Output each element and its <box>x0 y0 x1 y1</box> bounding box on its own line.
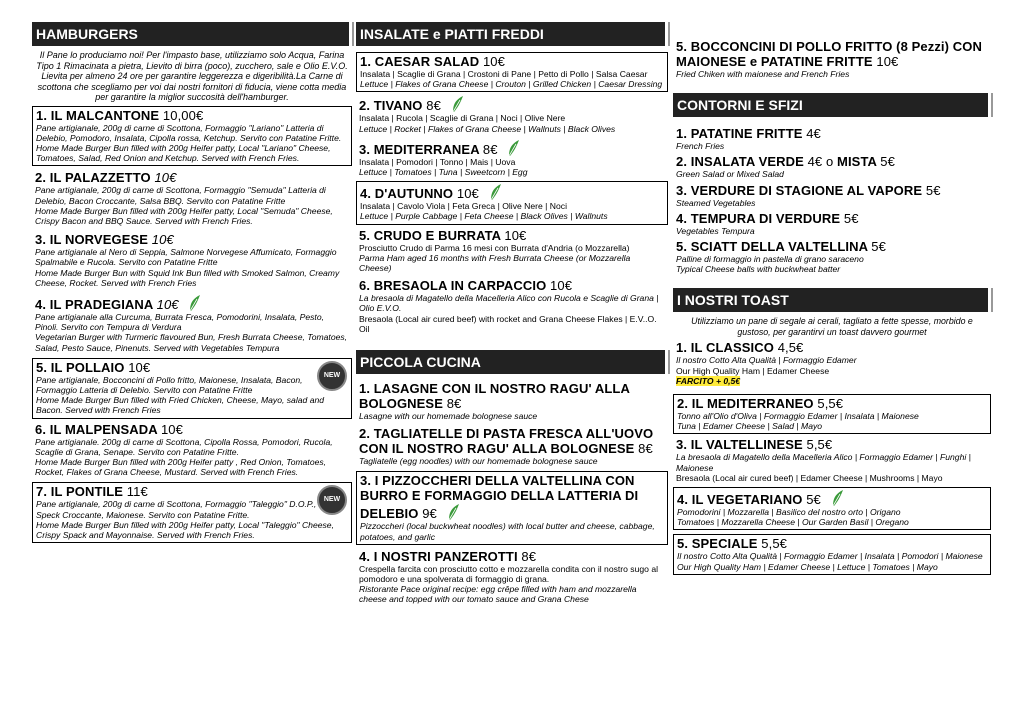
item-title: 4. D'AUTUNNO <box>360 186 454 202</box>
item-desc-it: Pane artigianale, 200g di carne di Scottona, Formaggio "Semuda" Latteria di Delebio, Bacon Croccante, Salsa BBQ. Servito con Patatine Fritte <box>35 185 326 206</box>
menu-item <box>356 471 668 544</box>
item-price: 10,00€ <box>162 107 204 123</box>
item-desc-en: Fried Chiken with maionese and French Fries <box>676 69 850 79</box>
item-title: 2. INSALATA VERDE <box>676 154 804 170</box>
menu-item <box>673 210 991 238</box>
hamburgers-column <box>32 22 352 543</box>
item-desc-it: Pane artigianale. 200g di carne di Scottona, Cipolla Rossa, Pomodori, Rucola, Scaglie di Grana, Senape. Servito con Patatine Fritte. <box>35 436 333 457</box>
item-desc-en: Green Salad or Mixed Salad <box>676 169 784 180</box>
sides-toast-column <box>673 22 991 575</box>
menu-item <box>673 487 991 530</box>
item-price: 10€ <box>154 170 177 186</box>
item-desc-it: Pane artigianale, 200g di carne di Scottona, Formaggio "Taleggio" D.O.P., Speck Croccante, Maionese. Servito con Patatine Fritte. <box>36 499 317 520</box>
item-price: 10€ <box>504 227 527 243</box>
item-desc-it: Insalata | Rucola | Scaglie di Grana | Noci | Olive Nere <box>359 113 566 124</box>
item-title: 4. TEMPURA DI VERDURE <box>676 210 841 226</box>
menu-item <box>356 277 668 336</box>
item-desc-en: Ristorante Pace original recipe: egg crêpe filled with ham and mozzarella cheese and topped with our tomato sauce and Grana Chese <box>359 584 637 605</box>
item-desc-it: Palline di formaggio in pastella di grano saraceno <box>676 254 864 265</box>
item-title: 5. IL POLLAIO <box>36 359 125 375</box>
item-desc-it: Il nostro Cotto Alta Qualità | Formaggio Edamer <box>676 355 857 366</box>
item-title: 3. I PIZZOCCHERI DELLA VALTELLINA CON BURRO E FORMAGGIO DELLA LATTERIA DI DELEBIO <box>360 473 639 522</box>
item-desc-it: Il nostro Cotto Alta Qualità | Formaggio Edamer | Insalata | Pomodori | Maionese <box>677 551 983 562</box>
item-desc-en: Our High Quality Ham | Edamer Cheese | Lettuce | Tomatoes | Mayo <box>677 561 938 572</box>
menu-item <box>673 238 991 276</box>
menu-item <box>356 425 668 468</box>
item-price: 10€ <box>151 232 174 248</box>
item-desc-it: Pomodorini | Mozzarella | Basilico del nostro orto | Origano <box>677 507 901 518</box>
menu-item <box>673 339 991 388</box>
menu-item <box>356 52 668 92</box>
item-title: 1. IL MALCANTONE <box>36 107 160 123</box>
item-desc-en: Tagliatelle (egg noodles) with our homemade bolognese sauce <box>359 456 598 467</box>
item-desc-en: Pizzoccheri (local buckwheat noodles) with local butter and cheese, cabbage, potatoes, and garlic <box>360 521 655 542</box>
menu-item <box>673 436 991 485</box>
item-desc-en: Home Made Burger Bun filled with 200g Heifer patty, Local "Lariano" Cheese, Tomatoes, Salad, Red Onion and Ketchup. Served with French Fries. <box>36 142 331 164</box>
item-price: 10€ <box>482 54 505 69</box>
item-price: 5,5€ <box>817 396 844 412</box>
item-desc-it: La bresaola di Magatello della Macelleria Alico | Formaggio Edamer | Funghi | Maionese <box>676 452 971 473</box>
menu-item <box>673 534 991 574</box>
item-title: 3. IL NORVEGESE <box>35 232 149 248</box>
menu-item <box>673 125 991 153</box>
item-desc-en: Lettuce | Tomatoes | Tuna | Sweetcorn | Egg <box>359 167 528 178</box>
item-desc-en: Home Made Burger Bun filled with 200g Heifer patty, Local "Semuda" Cheese, Crispy Bacon and BBQ Sauce. Served with French Fries. <box>35 205 333 226</box>
item-desc-it: Crespella farcita con prosciutto cotto e mozzarella condita con il nostro sugo al pomodoro e una spolverata di formaggio di grana. <box>359 563 659 585</box>
item-price: 5€ <box>880 154 895 170</box>
item-desc-it: Insalata | Pomodori | Tonno | Mais | Uova <box>359 156 516 167</box>
item-title: 1. IL CLASSICO <box>676 340 774 356</box>
item-title: 2. TIVANO <box>359 98 423 114</box>
menu-item <box>356 380 668 423</box>
item-title: 7. IL PONTILE <box>36 484 124 500</box>
item-price: 8€ <box>638 441 653 457</box>
extra-filling-badge: FARCITO + 0,5€ <box>676 375 741 386</box>
item-desc-en: Lettuce | Flakes of Grana Cheese | Crouton | Grilled Chicken | Caesar Dressing <box>360 79 663 90</box>
item-title: 2. IL MEDITERRANEO <box>677 396 814 412</box>
item-title: 5. CRUDO E BURRATA <box>359 227 501 243</box>
item-desc-en: Home Made Burger Bun filled with 200g Heifer patty, Local "Taleggio" Cheese, Crispy Spack and Mayonnaise. Served with French Fries. <box>36 519 334 540</box>
item-price: 10€ <box>456 186 479 202</box>
item-desc-it: Prosciutto Crudo di Parma 16 mesi con Burrata d'Andria (o Mozzarella) <box>359 242 630 253</box>
item-desc-it: Pane artigianale, Bocconcini di Pollo fritto, Maionese, Insalata, Bacon, Formaggio Latteria di Delebio. Servito con Patatine Fritte <box>36 374 303 395</box>
menu-item <box>673 153 991 181</box>
item-title-separator: o <box>822 154 838 170</box>
item-price: 8€ <box>426 98 441 114</box>
item-desc-en: Parma Ham aged 16 months with Fresh Burrata Cheese (or Mozzarella Cheese) <box>359 252 631 274</box>
leaf-icon <box>507 139 521 157</box>
item-price: 5,5€ <box>761 536 787 552</box>
item-desc-en: French Fries <box>676 141 725 152</box>
item-price: 5€ <box>843 210 859 226</box>
item-title: 6. IL MALPENSADA <box>35 421 158 437</box>
menu-item <box>673 38 991 81</box>
leaf-icon <box>188 294 202 312</box>
item-desc-it: Pane artigianale, 200g di carne di Scottona, Formaggio "Lariano" Latteria di Delebio, Pomodoro, Insalata, Cipolla rossa, Ketchup. Servito con Patatine Fritte. <box>36 122 342 143</box>
item-title: 3. MEDITERRANEA <box>359 141 480 157</box>
item-title: 4. IL PRADEGIANA <box>35 296 153 312</box>
item-desc-en: Tomatoes | Mozzarella Cheese | Our Garden Basil | Oregano <box>677 517 909 528</box>
item-desc-en: Home Made Burger Bun filled with 200g Heifer patty , Red Onion, Tomatoes, Rocket, Flakes of Grana Cheese, Mustard. Served with French Fries. <box>35 456 327 478</box>
item-desc-it: Tonno all'Olio d'Oliva | Formaggio Edamer | Insalata | Maionese <box>677 411 919 422</box>
item-price: 4€ <box>806 126 821 142</box>
item-desc-it: Pane artigianale alla Curcuma, Burrata Fresca, Pomodorini, Insalata, Pesto, Pinoli. Servito con Tempura di Verdura <box>35 311 324 333</box>
section-header-salads: INSALATE e PIATTI FREDDI <box>356 22 668 46</box>
item-desc-it: Pane artigianale al Nero di Seppia, Salmone Norvegese Affumicato, Formaggio Spalmabile e Rucola. Servito con Patatine Fritte <box>35 247 337 268</box>
item-desc-en: Vegetables Tempura <box>676 225 755 236</box>
item-title: 4. IL VEGETARIANO <box>677 492 803 508</box>
item-desc-en: Bresaola (Local air cured beef) with rocket and Grana Cheese Flakes | E.V..O. Oil <box>359 313 657 334</box>
item-price: 4,5€ <box>777 340 804 356</box>
menu-item <box>356 138 668 179</box>
item-title: 2. TAGLIATELLE DI PASTA FRESCA ALL'UOVO CON IL NOSTRO RAGU' ALLA BOLOGNESE <box>359 426 654 457</box>
menu-item <box>673 182 991 210</box>
leaf-icon <box>451 95 465 113</box>
item-desc-en: Vegetarian Burger with Turmeric flavoured Bun, Fresh Burrata Cheese, Tomatoes, Salad, Pesto Sauce, Pinenuts. Served with Vegetables Tempura <box>35 332 348 353</box>
new-badge-icon: NEW <box>317 485 347 515</box>
salads-kitchen-column <box>356 22 668 607</box>
item-price: 8€ <box>446 396 462 412</box>
item-price: 11€ <box>126 484 148 500</box>
item-price: 5€ <box>925 182 941 198</box>
item-desc-it: Insalata | Cavolo Viola | Feta Greca | Olive Nere | Noci <box>360 201 567 212</box>
item-price: 4€ <box>807 154 823 170</box>
menu-item <box>673 394 991 434</box>
item-price: 5,5€ <box>806 437 833 453</box>
item-title: 1. PATATINE FRITTE <box>676 126 803 142</box>
item-title: MISTA <box>837 154 877 170</box>
item-desc-en: Home Made Burger Bun with Squid Ink Bun filled with Smoked Salmon, Creamy Cheese, Rocket. Served with French Fries <box>35 267 340 288</box>
item-title: 3. VERDURE DI STAGIONE AL VAPORE <box>676 182 923 198</box>
menu-item <box>32 106 352 167</box>
item-price: 10€ <box>876 54 899 69</box>
menu-item <box>32 421 352 480</box>
item-price: 5€ <box>871 239 886 255</box>
section-header-toast: I NOSTRI TOAST <box>673 288 991 312</box>
item-desc-en: Tuna | Edamer Cheese | Salad | Mayo <box>677 421 823 432</box>
leaf-icon <box>831 489 845 507</box>
item-title: 5. SPECIALE <box>677 536 758 552</box>
item-price: 10€ <box>156 296 179 312</box>
menu-item <box>356 227 668 276</box>
menu-item <box>32 169 352 228</box>
item-title: 5. BOCCONCINI DI POLLO FRITTO (8 Pezzi) CON MAIONESE e PATATINE FRITTE <box>676 39 982 69</box>
new-badge-icon: NEW <box>317 361 347 391</box>
item-title: 6. BRESAOLA IN CARPACCIO <box>359 278 547 294</box>
menu-item <box>32 482 352 543</box>
menu-item <box>32 358 352 419</box>
item-title: 1. CAESAR SALAD <box>360 54 480 69</box>
item-desc-it: La bresaola di Magatello della Macelleria Alico con Rucola e Scaglie di Grana | Olio E.V.O. <box>359 293 659 314</box>
section-header-sides: CONTORNI E SFIZI <box>673 93 991 117</box>
item-title: 4. I NOSTRI PANZEROTTI <box>359 548 518 564</box>
item-price: 8€ <box>482 141 498 157</box>
item-desc-en: Bresaola (Local air cured beef) | Edamer Cheese | Mushrooms | Mayo <box>676 472 943 483</box>
section-header-hamburgers: HAMBURGERS <box>32 22 352 46</box>
item-title: 1. LASAGNE CON IL NOSTRO RAGU' ALLA BOLOGNESE <box>359 381 630 412</box>
item-price: 10€ <box>160 421 183 437</box>
item-price: 10€ <box>550 278 573 294</box>
item-price: 9€ <box>422 506 437 522</box>
item-desc-en: Our High Quality Ham | Edamer Cheese <box>676 365 830 376</box>
item-title: 3. IL VALTELLINESE <box>676 437 803 453</box>
item-desc-en: Lettuce | Rocket | Flakes of Grana Cheese | Wallnuts | Black Olives <box>359 123 616 134</box>
menu-item <box>32 293 352 355</box>
item-desc-en: Typical Cheese balls with buckwheat batter <box>676 264 841 275</box>
item-desc-en: Steamed Vegetables <box>676 197 756 208</box>
leaf-icon <box>447 503 461 521</box>
item-price: 5€ <box>806 492 821 508</box>
item-title: 5. SCIATT DELLA VALTELLINA <box>676 239 868 255</box>
menu-item <box>356 548 668 607</box>
menu-item <box>356 181 668 224</box>
leaf-icon <box>489 183 503 201</box>
item-price: 8€ <box>521 548 537 564</box>
toast-intro: Utilizziamo un pane di segale ai cerali, tagliato a fette spesse, morbido e gustoso, per garantirvi un toast davvero gourmet <box>691 316 973 337</box>
item-desc-en: Home Made Burger Bun filled with Fried Chicken, Cheese, Mayo, salad and Bacon. Served with French Fries <box>36 395 325 416</box>
hamburgers-intro: Il Pane lo produciamo noi! Per l'impasto base, utilizziamo solo Acqua, Farina Tipo 1 Rimacinata a pietra, Lievito di birra (poco), zucchero, sale e Olio E.V.O. Lievita per almeno 24 ore per garantire leggerezza e digeribilità.La Carne di scottona che scegliamo per voi dai nostri fornitori di fiducia, viene cotta media per garantire la miglior succosità dell'hamburger. <box>36 50 348 102</box>
item-title: 2. IL PALAZZETTO <box>35 170 151 186</box>
item-desc-en: Lettuce | Purple Cabbage | Feta Cheese | Black Olives | Wallnuts <box>360 211 608 222</box>
menu-item <box>356 94 668 135</box>
menu-item <box>32 231 352 290</box>
item-price: 10€ <box>128 359 151 375</box>
item-desc-en: Lasagne with our homemade bolognese sauce <box>359 411 538 422</box>
item-desc-it: Insalata | Scaglie di Grana | Crostoni di Pane | Petto di Pollo | Salsa Caesar <box>360 69 648 79</box>
section-header-kitchen: PICCOLA CUCINA <box>356 350 668 374</box>
